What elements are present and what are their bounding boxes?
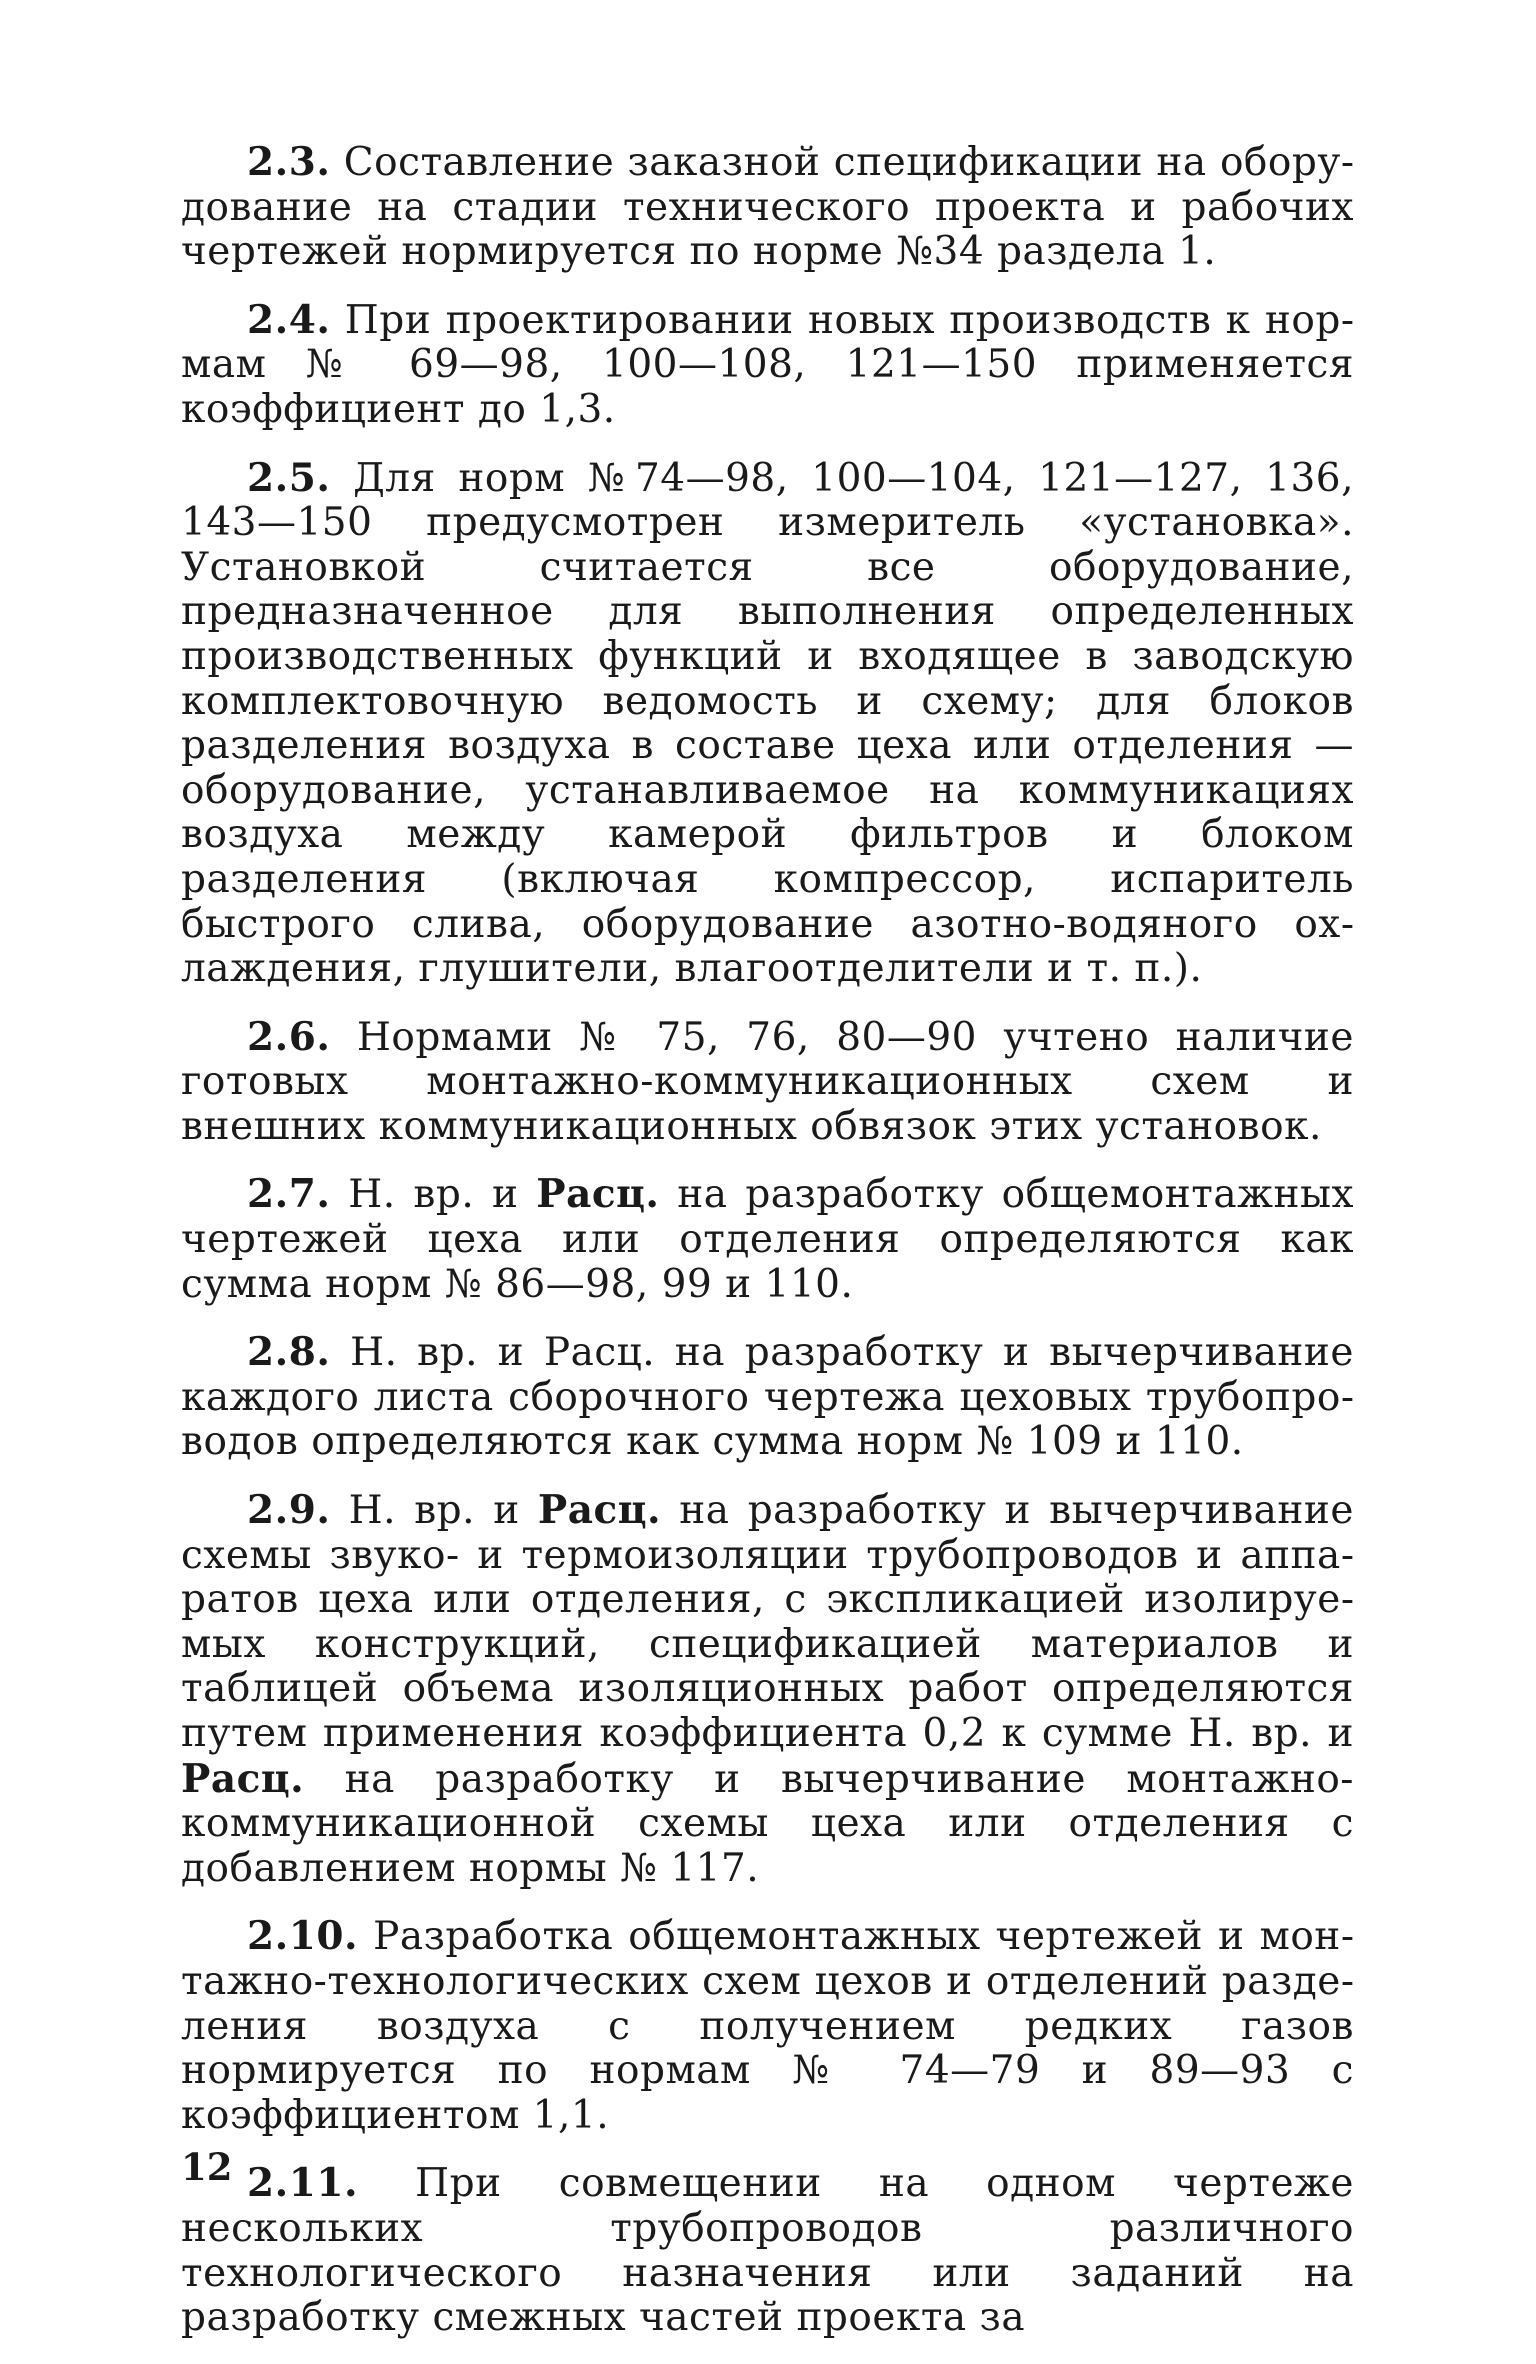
paragraph-list: [181, 140, 1354, 2341]
paragraph-number: 2.9.: [247, 1487, 331, 1534]
paragraph-text: Нормами № 75, 76, 80—90 учтено наличие готовых монтажно-коммуникационных схем и внешних коммуникационных обвязок этих установок.: [181, 1014, 1354, 1149]
paragraph: [181, 1488, 1354, 1891]
paragraph-text: Н. вр. и Расц. на разработку и вычерчивание каждого листа сборочного чертежа цеховых трубопроводов определяются как сумма норм № 109 и 110.: [181, 1330, 1354, 1465]
bold-term: Расц.: [537, 1487, 662, 1534]
paragraph-text: на разработку и вычерчивание монтажно-коммуникационной схемы цеха или отделения с добавлением нормы № 117.: [181, 1756, 1354, 1891]
paragraph-number: 2.11.: [247, 2160, 359, 2207]
paragraph-text: Разработка общемонтажных чертежей и монтажно-технологических схем цехов и отделений разделения воздуха с получением редких газов нормируется по нормам № 74—79 и 89—93 с коэффициентом 1,1.: [181, 1914, 1354, 2138]
paragraph: [181, 140, 1354, 275]
paragraph-text: Составление заказной спецификации на оборудование на стадии технического проекта и рабочих чертежей нормируется по норме №34 раздела 1.: [181, 140, 1354, 275]
paragraph-text: Для норм №74—98, 100—104, 121—127, 136, 143—150 предусмотрен измеритель «установка». Установкой считается все оборудование, предназначенное для выполнения определенных производственных функций и входящее в заводскую комплектовочную ведомость и схему; для блоков разделения воздуха в составе цеха или отделения — оборудование, устанавливаемое на коммуникациях воздуха между камерой фильтров и блоком разделения (включая компрессор, испаритель быстрого слива, оборудование азотно-водяного охлаждения, глушители, влагоотделители и т. п.).: [181, 455, 1354, 992]
paragraph-number: 2.8.: [247, 1329, 331, 1376]
bold-term: Расц.: [181, 1755, 305, 1802]
paragraph-text: При совмещении на одном чертеже нескольких трубопроводов различного технологического назначения или заданий на разработку смежных частей проекта за: [181, 2161, 1354, 2341]
paragraph-text: При проектировании новых производств к нормам № 69—98, 100—108, 121—150 применяется коэффициент до 1,3.: [181, 297, 1354, 432]
paragraph: [181, 456, 1354, 992]
paragraph: [181, 2161, 1354, 2340]
paragraph-number: 2.5.: [247, 454, 331, 501]
document-page: [181, 140, 1354, 2364]
paragraph: [181, 298, 1354, 433]
paragraph-number: 2.3.: [247, 139, 331, 185]
paragraph-text: Н. вр. и: [330, 1488, 538, 1534]
bold-term: Расц.: [536, 1171, 660, 1218]
paragraph-text: Н. вр. и: [330, 1172, 537, 1218]
paragraph-text: на разработку и вычерчивание схемы звуко- и термоизоляции трубопроводов и аппаратов цеха или отделения, с экспликацией изолируемых конструкций, спецификацией материалов и таблицей объема изоляционных работ определяются путем применения коэффициента 0,2 к сумме Н. вр. и: [181, 1488, 1354, 1756]
page-number: 12: [181, 2145, 233, 2189]
paragraph: [181, 1172, 1354, 1307]
paragraph-number: 2.6.: [247, 1013, 331, 1060]
paragraph: [181, 1330, 1354, 1465]
paragraph-number: 2.10.: [247, 1913, 359, 1960]
paragraph: [181, 1015, 1354, 1150]
paragraph-text: на разработку общемонтажных чертежей цеха или отделения определяются как сумма норм № 86—98, 99 и 110.: [181, 1172, 1354, 1307]
paragraph-number: 2.7.: [247, 1171, 331, 1218]
paragraph: [181, 1914, 1354, 2138]
paragraph-number: 2.4.: [247, 296, 331, 343]
